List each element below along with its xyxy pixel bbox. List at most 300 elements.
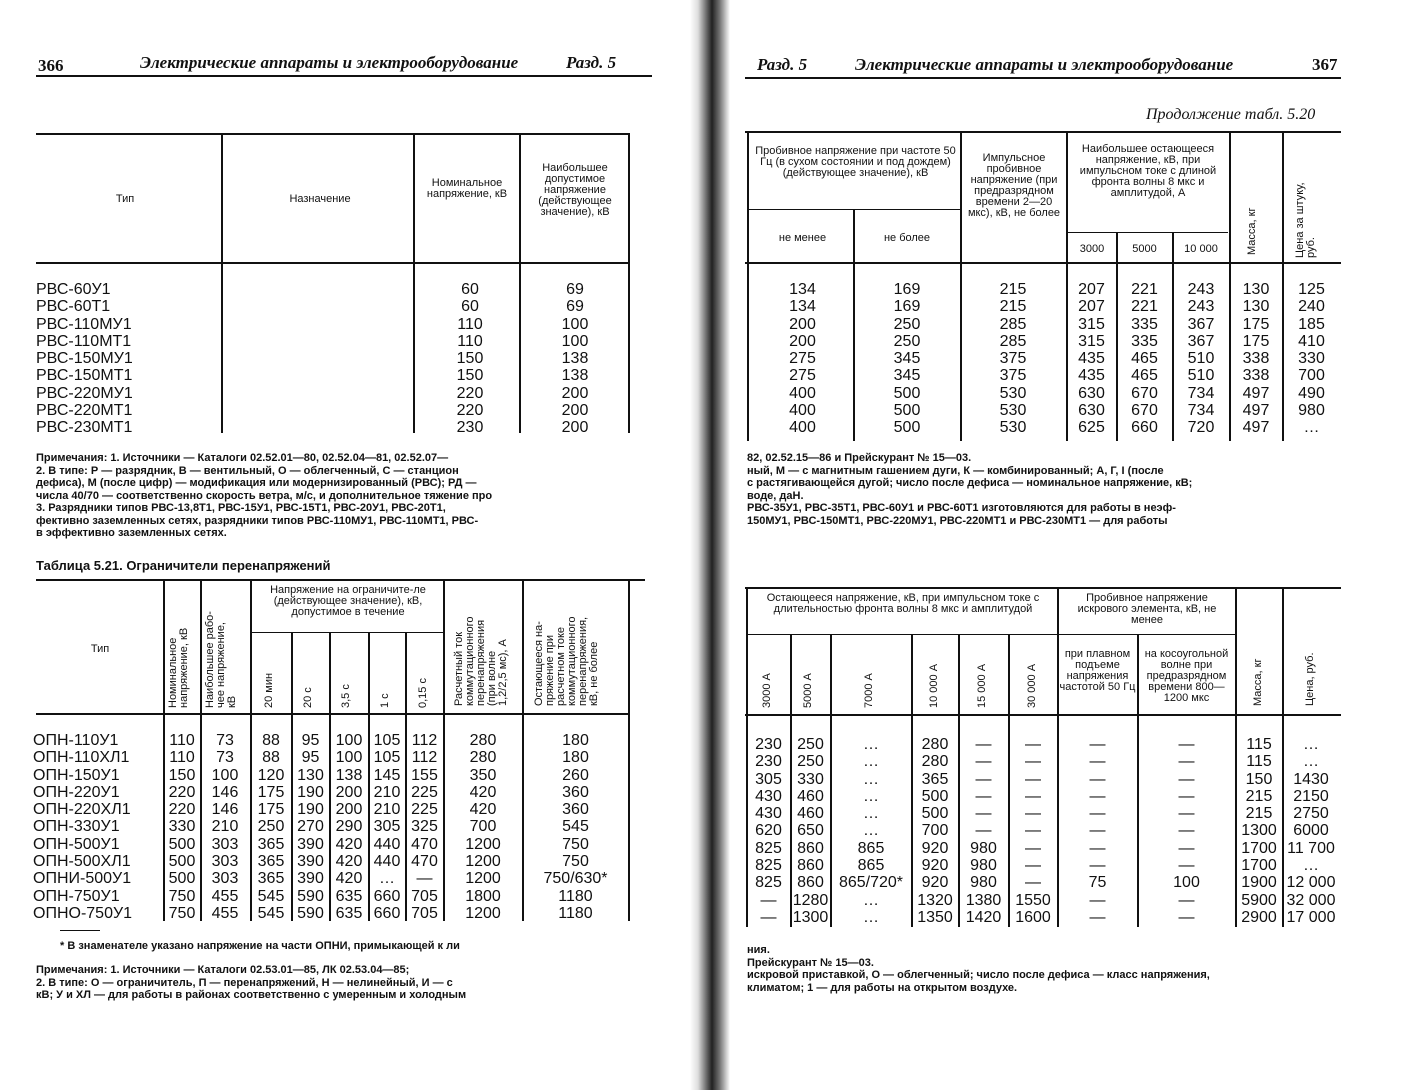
opn-max-work-cell: 210 [211,818,239,836]
opn-cont-a10000-cell: 1320 [917,891,953,909]
opn-current-cell: 1200 [465,904,501,922]
current-10000-header: 10 000 [1184,243,1218,255]
opn-t35s-cell: 420 [335,870,363,888]
rvs-cont-impulse-column [963,281,1063,437]
rvs-cont-impulse-cell: 375 [999,350,1027,368]
rvs-type-cell: РВС-220МУ1 [36,384,133,402]
rvs-cont-note-line: 82, 02.52.15—86 и Прейскурант № 15—03. [747,452,972,464]
opn-cont-a30000-cell: — [1025,770,1041,788]
opn-cont-a15000-cell: 980 [970,857,997,875]
rvs-cont-price-cell: 410 [1298,332,1325,350]
opn-cont-mass-cell: 115 [1246,753,1272,771]
opn-cont-a7000-cell: 865 [857,839,885,857]
opn-cont-a15000-cell: 1380 [965,891,1002,909]
opn-t20min-cell: 175 [257,801,285,819]
rvs-type-cell: РВС-60Т1 [36,298,111,316]
rvs-note-line: 2. В типе: Р — разрядник, В — вентильный, О — облегченный, С — станцион [36,464,459,477]
opn-residual-cell: 180 [562,732,589,749]
opn-cont-a7000-column [831,736,911,926]
opn-cont-a30000-cell: — [1025,839,1041,857]
rvs-cont-r5000-cell: 335 [1131,332,1158,350]
opn-t1s-cell: 660 [373,887,401,905]
opn-cont-a3000-cell: 230 [755,753,782,771]
rvs-cont-r5000-cell: 221 [1131,298,1158,316]
opn-cont-oblique-cell: 100 [1173,874,1200,892]
opn-cont-a30000-cell: — [1025,874,1041,892]
opn-cont-a30000-cell: — [1025,736,1041,753]
opn-cont-a10000-cell: 920 [921,839,949,857]
rvs-max-voltage-column [535,281,615,437]
opn-t1s-column [369,732,405,922]
opn-t20min-cell: 365 [257,853,285,871]
rvs-cont-note-line: с растягивающейся дугой; число после дефиса — номинальное напряжение, кВ; [747,477,1193,489]
opn-t20min-cell: 365 [257,835,285,853]
opn-t20min-cell: 545 [257,904,285,922]
section-label-left: Разд. 5 [566,53,617,72]
smooth-rise-header: при плавном подъеме напряжения частотой 50 Гц [1059,648,1136,693]
opn-cont-price-cell: 17 000 [1286,908,1336,926]
rvs-note-line: дефиса), М (после цифр) — модификация или модернизированный (РВС); РД — [36,477,477,489]
opn-cont-a30000-cell: — [1025,787,1041,805]
rvs-cont-impulse-cell: 375 [999,367,1027,385]
oblique-wave-header: на косоугольной волне при предразрядном времени 800—1200 мкс [1144,648,1229,704]
opn-cont-a7000-cell: … [863,736,879,753]
rvs-type-cell: РВС-150МУ1 [36,350,133,368]
opn-type-cell: ОПН-110У1 [33,732,119,749]
opn-cont-oblique-cell: — [1178,839,1195,857]
left-page [0,0,700,1090]
rvs-nominal-cell: 150 [456,350,484,368]
continuation-label: Продолжение табл. 5.20 [1146,106,1316,123]
price-header-2: Цена, руб. [1304,652,1316,706]
opn-t015s-cell: 470 [411,835,438,853]
opn-cont-smooth-cell: — [1089,787,1106,805]
opn-cont-mass-cell: 1700 [1241,857,1277,875]
opn-t20s-cell: 95 [301,732,320,749]
opn-nominal-cell: 750 [168,904,196,922]
current-5000-header: 5000 [1132,243,1157,255]
opn-cont-a15000-cell: — [975,753,992,771]
opn-cont-smooth-cell: — [1089,891,1106,909]
opn-type-cell: ОПНИ-500У1 [33,870,132,888]
opn-header-residual: Остающееся на- пряжение при расчетном токе коммутационного перенапряжения, кВ, не более [533,616,600,706]
rvs-cont-r5000-cell: 670 [1131,402,1158,420]
opn-type-cell: ОПН-220ХЛ1 [33,801,131,819]
opn-cont-oblique-cell: — [1178,753,1195,771]
opn-cont-note-line: искровой приставкой, О — облегченный; число после дефиса — класс напряжения, [747,969,1210,981]
rvs-cont-min-cell: 400 [789,419,816,437]
opn-t20s-cell: 390 [297,853,324,871]
rvs-cont-r10000-cell: 734 [1187,384,1215,402]
rvs-cont-note-line: 150МУ1, РВС-150МТ1, РВС-220МУ1, РВС-220МТ1 и РВС-230МТ1 — для работы [747,514,1168,527]
opn-note-line: Примечания: 1. Источники — Каталоги 02.53.01—85, ЛК 02.53.04—85; [36,964,410,976]
opn-cont-oblique-cell: — [1178,822,1195,840]
rvs-cont-price-cell: … [1303,419,1320,437]
opn-cont-a5000-cell: 860 [797,839,824,857]
opn-current-cell: 1200 [465,835,501,853]
opn-cont-mass-cell: 1900 [1241,874,1277,892]
rvs-cont-r5000-cell: 660 [1131,419,1158,437]
opn-t35s-cell: 420 [335,835,363,853]
opn-t20min-cell: 545 [257,887,285,905]
opn-t1s-cell: 105 [373,749,401,767]
opn-t015s-cell: 470 [411,853,438,871]
rvs-cont-r10000-column [1174,281,1228,437]
opn-cont-oblique-cell: — [1178,770,1195,788]
opn-cont-price-cell: … [1303,736,1319,753]
opn-cont-smooth-cell: — [1089,736,1106,753]
opn-cont-a15000-cell: — [975,736,992,753]
rvs-note-line: 3. Разрядники типов РВС-13,8Т1, РВС-15У1, РВС-15Т1, РВС-20У1, РВС-20Т1, [36,502,446,514]
opn-t1s-cell: 440 [373,835,401,853]
rvs-continuation-notes [747,452,1342,527]
rvs-cont-max-cell: 345 [893,350,921,368]
opn-cont-note-line: климатом; 1 — для работы на открытом воздухе. [747,981,1018,994]
footnote-rule [60,930,100,931]
opn-cont-a7000-cell: … [863,770,879,788]
rvs-nominal-cell: 110 [457,332,483,350]
rvs-note-line: Примечания: 1. Источники — Каталоги 02.52.01—80, 02.52.04—81, 02.52.07— [36,452,449,464]
opn-header-t20min: 20 мин [263,672,275,708]
opn-cont-a7000-cell: 865/720* [838,874,904,892]
opn-max-work-cell: 303 [211,853,239,871]
opn-note-line: 2. В типе: О — ограничитель, П — перенапряжений, Н — нелинейный, И — с [36,976,453,989]
opn-cont-a10000-cell: 280 [921,736,949,753]
opn-current-cell: 1800 [465,887,501,905]
opn-cont-oblique-cell: — [1178,787,1195,805]
opn-t35s-cell: 200 [335,801,363,819]
opn-cont-a3000-cell: 825 [755,874,782,892]
opn-max-work-cell: 146 [211,783,239,801]
opn-current-cell: 280 [469,749,497,767]
opn-nominal-cell: 500 [168,853,196,871]
rvs-cont-r5000-cell: 221 [1131,281,1158,298]
opn-residual-cell: 750/630* [543,870,608,888]
page-number-right: 367 [1312,55,1338,74]
current-3000-header: 3000 [1079,243,1105,255]
rvs-max-voltage-cell: 200 [561,402,589,420]
opn-type-cell: ОПН-220У1 [33,783,120,801]
rvs-cont-note-line: РВС-35У1, РВС-35Т1, РВС-60У1 и РВС-60Т1 изготовляются для работы в неэф- [747,502,1176,514]
opn-t35s-cell: 635 [335,887,363,905]
opn-max-work-cell: 73 [216,732,234,749]
opn-nominal-cell: 500 [168,835,196,853]
opn-nominal-cell: 220 [168,801,196,819]
opn-t20min-cell: 175 [257,783,285,801]
opn-cont-a3000-cell: 430 [755,805,782,823]
opn-cont-a3000-column [747,736,790,926]
opn-cont-a3000-cell: 825 [755,839,782,857]
opn-t1s-cell: 105 [373,732,401,749]
opn-cont-a5000-cell: 460 [797,805,824,823]
rvs-cont-price-cell: 700 [1298,367,1325,385]
rvs-cont-r10000-cell: 720 [1187,419,1215,437]
opn-header-t015s: 0,15 с [417,678,429,708]
opn-current-column [444,732,522,922]
rvs-cont-min-cell: 400 [789,384,816,402]
rvs-cont-impulse-cell: 215 [999,281,1027,298]
rvs-cont-r10000-cell: 367 [1187,332,1215,350]
opn-residual-cell: 180 [562,749,589,767]
opn-type-cell: ОПНО-750У1 [33,904,133,922]
opn-cont-a5000-cell: 460 [797,787,824,805]
rvs-cont-min-cell: 200 [789,332,816,350]
rvs-max-voltage-cell: 200 [561,384,589,402]
amp-30000-header: 30 000 А [1026,663,1038,708]
opn-cont-oblique-cell: — [1178,908,1195,926]
opn-cont-a30000-cell: — [1025,857,1041,875]
rvs-cont-r3000-column [1068,281,1115,437]
rvs-cont-max-cell: 500 [893,384,921,402]
impulse-header: Импульсное пробивное напряжение (при предразрядном времени 2—20 мкс), кВ, не более [967,152,1061,219]
opn-t20s-cell: 130 [297,766,324,784]
opn-type-cell: ОПН-500ХЛ1 [33,853,131,871]
amp-5000-header: 5000 А [802,673,814,708]
opn-t35s-cell: 290 [335,818,363,836]
opn-t35s-cell: 635 [335,904,363,922]
rvs-cont-r3000-cell: 315 [1078,332,1105,350]
opn-cont-oblique-column [1138,736,1235,926]
opn-cont-a30000-cell: 1600 [1015,908,1051,926]
rvs-max-voltage-cell: 69 [566,281,584,298]
opn-cont-a10000-cell: 1350 [917,908,953,926]
opn-t015s-cell: — [416,870,433,888]
rvs-type-cell: РВС-230МТ1 [36,419,133,437]
opn-t20min-cell: 88 [262,749,280,767]
opn-cont-smooth-cell: — [1089,805,1106,823]
opn-cont-a10000-cell: 500 [921,787,949,805]
opn-t35s-cell: 200 [335,783,363,801]
rvs-note-line: фективно заземленных сетях, разрядники типов РВС-110МУ1, РВС-110МТ1, РВС- [36,514,479,527]
rvs-cont-mass-cell: 130 [1242,298,1270,316]
opn-cont-a7000-cell: … [863,891,879,909]
opn-max-work-cell: 303 [211,870,239,888]
rvs-cont-max-cell: 345 [893,367,921,385]
amp-10000-header: 10 000 А [928,663,940,708]
opn-max-work-column [201,732,249,922]
page-number-left: 366 [38,56,64,75]
opn-cont-a5000-cell: 330 [797,770,824,788]
rvs-cont-mass-cell: 338 [1242,367,1270,385]
rvs-cont-min-cell: 134 [789,298,816,316]
rvs-header-nominal: Номинальное напряжение, кВ [426,177,508,200]
opn-cont-a10000-cell: 700 [921,822,949,840]
opn-current-cell: 350 [469,766,497,784]
opn-header-type: Тип [90,643,110,655]
rvs-notes [36,452,636,540]
rvs-nominal-cell: 220 [456,402,484,420]
opn-footnote: * В знаменателе указано напряжение на части ОПНИ, примыкающей к ли [60,940,460,952]
rvs-cont-min-cell: 200 [789,315,816,333]
opn-current-cell: 1200 [465,853,501,871]
mass-header-2: Масса, кг [1252,658,1264,706]
rvs-cont-min-cell: 275 [789,367,816,385]
rvs-nominal-cell: 220 [456,384,484,402]
opn-max-work-cell: 455 [211,904,239,922]
running-title-right: Электрические аппараты и электрооборудование [855,55,1234,74]
opn-residual-cell: 1180 [558,887,593,905]
opn-cont-a5000-cell: 250 [797,753,824,771]
opn-type-cell: ОПН-750У1 [33,887,120,905]
rvs-cont-r10000-cell: 510 [1187,350,1215,368]
opn-residual-cell: 545 [562,818,589,836]
rvs-type-cell: РВС-110МУ1 [36,315,132,333]
table-521-caption: Таблица 5.21. Ограничители перенапряжений [36,558,331,573]
rvs-cont-r5000-column [1118,281,1171,437]
opn-cont-oblique-cell: — [1178,891,1195,909]
rvs-cont-impulse-cell: 530 [999,419,1027,437]
opn-cont-a7000-cell: 865 [857,857,885,875]
rvs-cont-mass-cell: 497 [1242,419,1270,437]
right-page [705,0,1407,1090]
rvs-nominal-cell: 230 [456,419,484,437]
rvs-type-cell: РВС-220МТ1 [36,402,133,420]
opn-t015s-cell: 155 [411,766,438,784]
opn-header-t35s: 3,5 с [340,684,352,708]
opn-t20min-column [251,732,291,922]
opn-cont-smooth-column [1058,736,1137,926]
opn-cont-a3000-cell: 305 [755,770,782,788]
rvs-cont-r10000-cell: 367 [1187,315,1215,333]
opn-cont-price-cell: … [1303,857,1319,875]
opn-cont-a3000-cell: — [760,891,777,909]
opn-header-current: Расчетный ток коммутационного перенапряжения (при волне 1,2/2,5 мс), А [453,616,509,706]
opn-current-cell: 420 [469,801,497,819]
opn-cont-note-line: Прейскурант № 15—03. [747,956,874,969]
opn-cont-a30000-cell: — [1025,805,1041,823]
opn-t20s-cell: 95 [301,749,320,767]
rvs-cont-r3000-cell: 315 [1078,315,1105,333]
opn-t35s-cell: 138 [335,766,363,784]
opn-type-cell: ОПН-330У1 [33,818,120,836]
rvs-max-voltage-cell: 138 [561,367,589,385]
opn-nominal-cell: 150 [168,766,196,784]
rvs-cont-price-cell: 125 [1298,281,1325,298]
opn-cont-mass-column [1236,736,1282,926]
opn-cont-smooth-cell: — [1089,857,1106,875]
opn-t1s-cell: 660 [373,904,401,922]
header-rule-right [745,77,1341,79]
opn-cont-a30000-column [1009,736,1057,926]
opn-cont-a30000-cell: — [1025,822,1041,840]
opn-nominal-cell: 750 [168,887,196,905]
rvs-cont-max-cell: 250 [893,315,921,333]
opn-type-cell: ОПН-150У1 [33,766,120,784]
opn-cont-smooth-cell: — [1089,839,1106,857]
opn-cont-mass-cell: 215 [1245,787,1273,805]
rvs-type-column [36,281,133,437]
opn-cont-a10000-cell: 920 [921,874,949,892]
rvs-cont-r3000-cell: 207 [1078,298,1105,316]
opn-cont-price-cell: 12 000 [1286,874,1336,892]
opn-t015s-cell: 225 [411,783,438,801]
rvs-type-cell: РВС-110МТ1 [36,332,132,350]
opn-nominal-cell: 220 [168,783,196,801]
rvs-nominal-cell: 150 [456,367,484,385]
rvs-cont-min-cell: 400 [789,402,816,420]
opn-cont-a15000-cell: — [975,822,992,840]
rvs-cont-r3000-cell: 630 [1078,384,1105,402]
rvs-note-line: числа 40/70 — соответственно скорость ветра, м/с, и дополнительное тяжение про [36,489,493,502]
mass-header: Масса, кг [1246,207,1258,255]
opn-cont-oblique-cell: — [1178,857,1195,875]
amp-15000-header: 15 000 А [976,663,988,708]
opn-cont-a5000-cell: 860 [797,857,824,875]
rvs-nominal-column [430,281,510,437]
rvs-max-voltage-cell: 100 [561,332,589,350]
opn-t015s-cell: 112 [411,749,438,767]
opn-cont-a10000-cell: 920 [921,857,949,875]
opn-cont-price-cell: … [1303,753,1319,771]
opn-cont-a15000-cell: — [975,805,992,823]
opn-cont-a5000-cell: 650 [797,822,824,840]
opn-cont-smooth-cell: 75 [1088,874,1107,892]
opn-cont-a7000-cell: … [863,908,879,926]
rvs-cont-price-cell: 980 [1298,402,1325,420]
opn-continuation-notes [747,944,1342,994]
opn-header-max: Наибольшее рабо- чее напряжение, кВ [204,611,238,708]
opn-cont-a7000-cell: … [863,805,879,823]
opn-t20s-cell: 390 [297,870,324,888]
opn-header-t20s: 20 с [302,687,314,708]
opn-header-t1s: 1 с [379,693,391,708]
rvs-cont-price-cell: 330 [1298,350,1325,368]
opn-t20min-cell: 120 [257,766,285,784]
opn-cont-a10000-column [912,736,958,926]
opn-cont-a10000-cell: 500 [921,805,949,823]
rvs-cont-r5000-cell: 465 [1131,350,1158,368]
opn-cont-a3000-cell: 230 [755,736,782,753]
opn-t20s-cell: 190 [297,801,324,819]
rvs-cont-max-cell: 169 [893,281,921,298]
opn-cont-a3000-cell: 430 [755,787,782,805]
opn-cont-a3000-cell: 825 [755,857,782,875]
opn-t20min-cell: 88 [262,732,280,749]
opn-cont-a15000-cell: 1420 [965,908,1002,926]
header-rule-left [36,75,652,77]
opn-cont-a15000-cell: 980 [970,874,997,892]
opn-cont-oblique-cell: — [1178,805,1195,823]
opn-t1s-cell: 305 [373,818,401,836]
rvs-cont-r10000-cell: 510 [1187,367,1215,385]
opn-t1s-cell: 210 [373,801,401,819]
opn-residual-cell: 1180 [558,904,593,922]
opn-t20s-cell: 390 [297,835,324,853]
opn-max-work-cell: 455 [211,887,239,905]
opn-max-work-cell: 146 [211,801,239,819]
opn-cont-a5000-cell: 1300 [792,908,829,926]
opn-t20min-cell: 365 [257,870,285,888]
opn-cont-a5000-column [791,736,830,926]
opn-cont-a7000-cell: … [863,787,879,805]
opn-type-column [33,732,132,922]
opn-cont-a30000-cell: 1550 [1015,891,1051,909]
opn-cont-a10000-cell: 365 [921,770,949,788]
rvs-cont-r10000-cell: 734 [1187,402,1215,420]
opn-cont-note-line: ния. [747,944,770,956]
rvs-cont-r5000-cell: 670 [1131,384,1158,402]
opn-cont-price-cell: 1430 [1293,770,1329,788]
opn-cont-mass-cell: 1300 [1241,822,1277,840]
rvs-cont-max-cell: 500 [893,419,921,437]
opn-cont-smooth-cell: — [1089,753,1106,771]
rvs-header-type: Тип [115,193,135,205]
opn-cont-a3000-cell: — [760,908,777,926]
opn-t20s-cell: 270 [297,818,324,836]
opn-t015s-cell: 325 [411,818,438,836]
opn-cont-a15000-cell: — [975,787,992,805]
rvs-cont-r10000-cell: 243 [1187,281,1215,298]
